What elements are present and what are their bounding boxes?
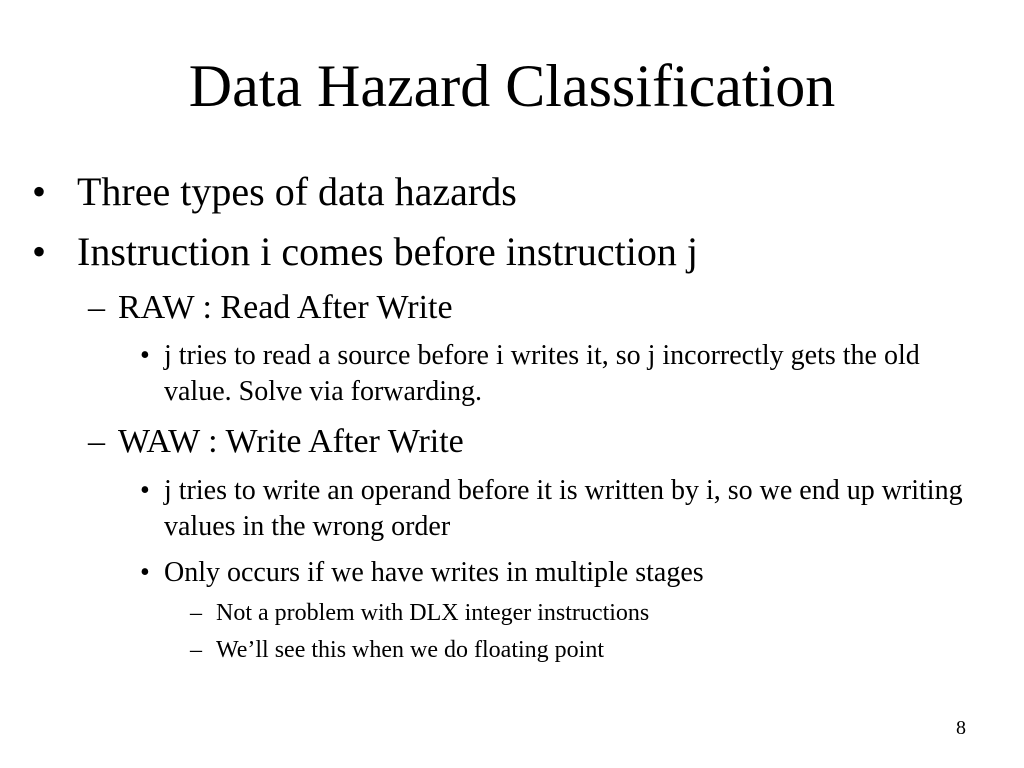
bullet-marker: • <box>140 340 150 371</box>
dash-marker: – <box>190 637 202 663</box>
bullet-text: Instruction i comes before instruction j <box>77 229 698 274</box>
sub-detail-text: Not a problem with DLX integer instructions <box>216 600 650 626</box>
sub-detail-item <box>190 635 990 665</box>
sub-bullet-item <box>88 288 988 328</box>
detail-text: j tries to read a source before i writes it, so j incorrectly gets the old value. Solve via forwarding. <box>164 340 920 407</box>
dash-marker: – <box>190 600 202 626</box>
detail-text: j tries to write an operand before it is written by i, so we end up writing values in the wrong order <box>164 475 963 542</box>
bullet-text: Three types of data hazards <box>77 169 517 214</box>
sub-bullet-text: WAW : Write After Write <box>118 423 464 460</box>
sub-bullet-text: RAW : Read After Write <box>118 289 453 326</box>
bullet-marker: • <box>32 169 47 214</box>
detail-item <box>140 473 1000 545</box>
detail-item <box>140 338 1000 410</box>
bullet-marker: • <box>140 557 150 588</box>
bullet-marker: • <box>140 475 150 506</box>
dash-marker: – <box>88 289 105 326</box>
detail-item <box>140 555 1000 591</box>
sub-detail-item <box>190 598 990 628</box>
slide-title: Data Hazard Classification <box>188 53 836 119</box>
sub-bullet-item <box>88 422 988 462</box>
bullet-item <box>32 228 992 276</box>
bullet-item <box>32 168 992 216</box>
bullet-marker: • <box>32 229 47 274</box>
sub-detail-text: We’ll see this when we do floating point <box>216 637 604 663</box>
detail-text: Only occurs if we have writes in multiple stages <box>164 557 704 588</box>
dash-marker: – <box>88 423 105 460</box>
page-number: 8 <box>956 717 966 739</box>
